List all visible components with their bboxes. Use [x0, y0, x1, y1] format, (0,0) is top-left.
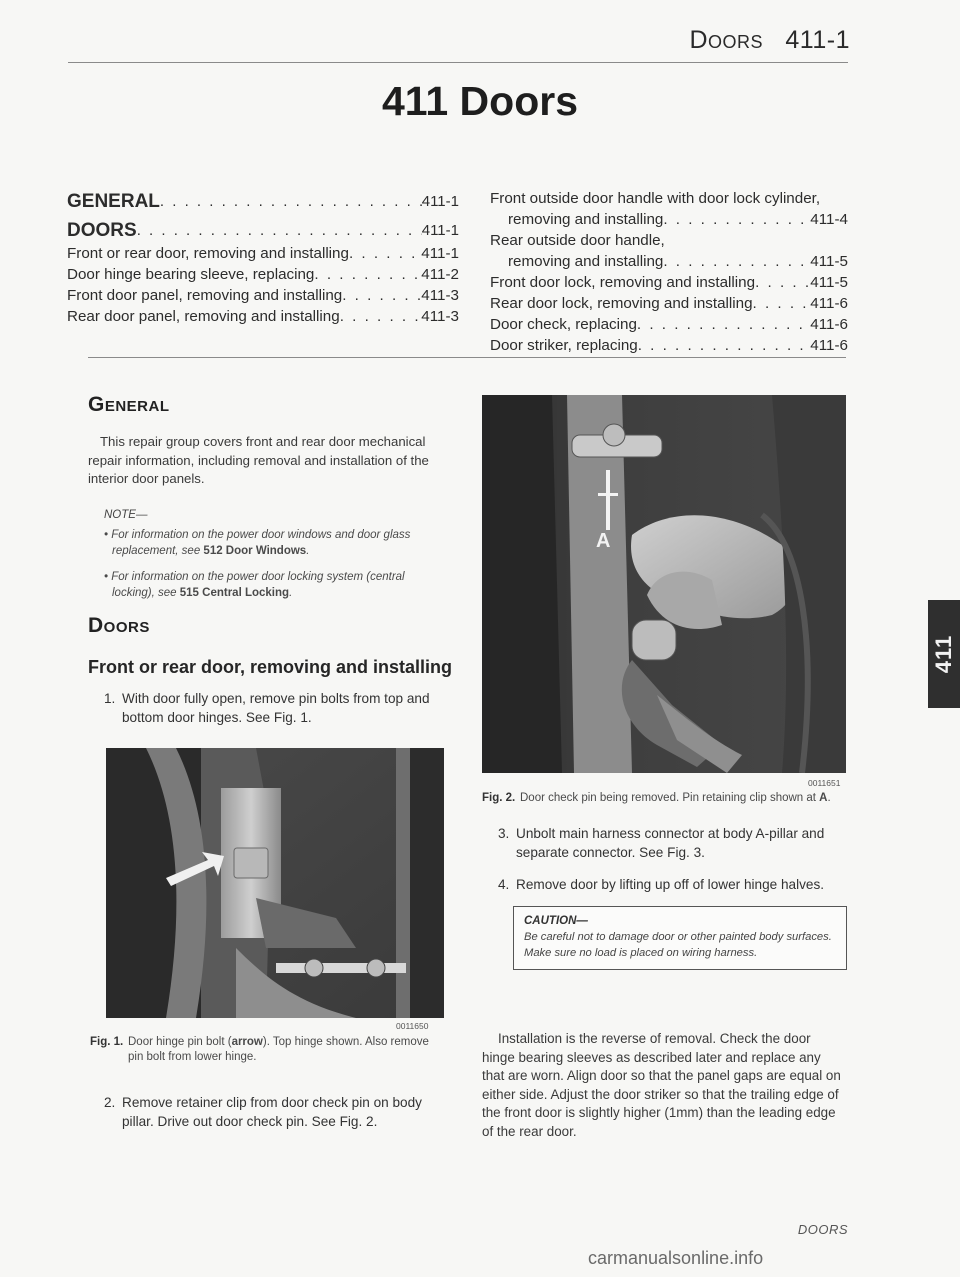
fig1-label: Fig. 1. — [90, 1036, 124, 1048]
fig2-callout-a: A — [596, 530, 611, 552]
fig1-caption: Fig. 1. Door hinge pin bolt (arrow). Top hinge shown. Also remove pin bolt from lower hinge. — [90, 1036, 429, 1063]
toc-entry-front-lock[interactable]: Front door lock, removing and installing . . . 411-5 — [490, 272, 848, 293]
watermark: carmanualsonline.info — [588, 1248, 764, 1268]
toc-entry-door-remove[interactable]: Front or rear door, removing and installing . . . 411-1 — [67, 243, 459, 264]
note-ref-door-windows[interactable]: 512 Door Windows — [203, 545, 307, 557]
toc-entry-front-handle[interactable]: Front outside door handle with door lock cylinder, removing and installing . . . 411-4 — [490, 188, 848, 230]
toc-entry-hinge-sleeve[interactable]: Door hinge bearing sleeve, replacing . . . 411-2 — [67, 264, 459, 285]
general-note — [104, 509, 440, 601]
running-header — [690, 26, 851, 55]
fig2-photo — [482, 395, 846, 773]
note-ref-central-locking[interactable]: 515 Central Locking — [179, 587, 290, 599]
installation-text: Installation is the reverse of removal. Check the door hinge bearing sleeves as described later and replace any that are worn. Align door so that the panel gaps are equal on either side. Adjust the door striker so that the trailing edge of the front door is slightly higher (1mm) than the leading edge of the rear door. — [482, 1031, 841, 1139]
toc-entry-door-striker[interactable]: Door striker, replacing . . . 411-6 — [490, 335, 848, 356]
toc-entry-doors[interactable]: DOORS . . . 411-1 — [67, 220, 459, 241]
toc-entry-rear-panel[interactable]: Rear door panel, removing and installing . . . 411-3 — [67, 306, 459, 327]
step-3: 3. Unbolt main harness connector at body A-pillar and separate connector. See Fig. 3. — [498, 826, 825, 860]
toc-entry-rear-handle[interactable]: Rear outside door handle, removing and installing . . . 411-5 — [490, 230, 848, 272]
chapter-title: 411 Doors — [382, 78, 578, 124]
fig2-caption: Fig. 2. Door check pin being removed. Pin retaining clip shown at A. — [482, 792, 831, 804]
toc-left — [67, 185, 459, 327]
caution-box — [513, 906, 847, 970]
toc-entry-rear-lock[interactable]: Rear door lock, removing and installing . . . 411-6 — [490, 293, 848, 314]
header-rule — [68, 62, 848, 63]
step-1: 1. With door fully open, remove pin bolts from top and bottom door hinges. See Fig. 1. — [104, 691, 430, 725]
toc-entry-general[interactable]: GENERAL . . . 411-1 — [67, 191, 459, 212]
running-header-page: 411-1 — [785, 26, 850, 54]
toc-entry-door-check[interactable]: Door check, replacing . . . 411-6 — [490, 314, 848, 335]
door-check-photo-illustration — [482, 395, 846, 773]
caution-label: CAUTION— — [524, 915, 588, 927]
fig1-number: 0011650 — [396, 1021, 429, 1031]
section-divider — [88, 357, 846, 358]
fig2-number: 0011651 — [808, 778, 841, 788]
fig1-photo — [106, 748, 444, 1018]
running-header-section: Doors — [689, 26, 764, 54]
doors-heading: Doors — [88, 614, 150, 637]
note-label: NOTE— — [104, 509, 148, 521]
note-item-windows: • For information on the power door windows and door glass replacement, see 512 Door Windows. — [104, 529, 411, 557]
chapter-tab — [928, 600, 960, 708]
fig2-label: Fig. 2. — [482, 792, 516, 804]
caution-text: Be careful not to damage door or other painted body surfaces. Make sure no load is placed on wiring harness. — [524, 931, 832, 959]
step-2: 2. Remove retainer clip from door check pin on body pillar. Drive out door check pin. See Fig. 2. — [104, 1095, 422, 1129]
general-intro: This repair group covers front and rear door mechanical repair information, including removal and installation of the interior door panels. — [88, 434, 429, 486]
procedure-title: Front or rear door, removing and installing — [88, 657, 453, 677]
general-heading: General — [88, 393, 170, 416]
toc-entry-front-panel[interactable]: Front door panel, removing and installing . . . 411-3 — [67, 285, 459, 306]
hinge-photo-illustration — [106, 748, 444, 1018]
footer-section: DOORS — [797, 1222, 848, 1237]
chapter-tab-label: 411 — [931, 634, 956, 674]
note-item-locking: • For information on the power door locking system (central locking), see 515 Central Locking. — [104, 571, 405, 599]
toc-right — [490, 188, 848, 356]
step-4: 4. Remove door by lifting up off of lower hinge halves. — [498, 877, 825, 892]
